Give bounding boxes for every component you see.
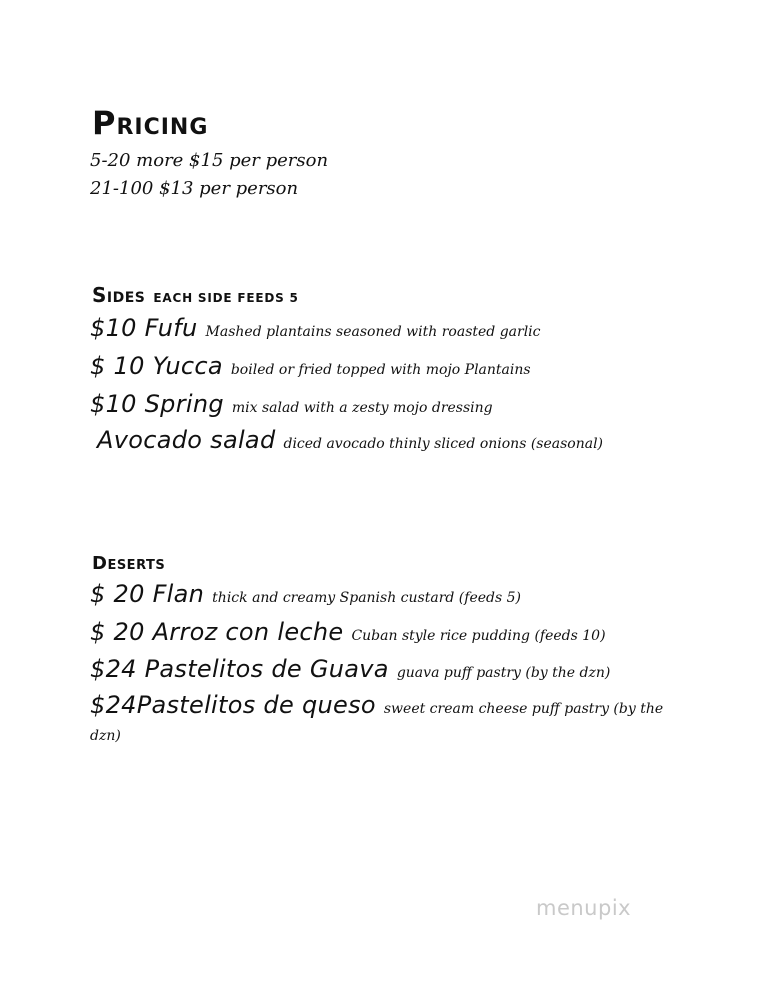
menu-item <box>90 314 541 342</box>
item-description: thick and creamy Spanish custard (feeds 5) <box>212 590 521 606</box>
deserts-heading: Deserts <box>92 553 166 574</box>
item-description: diced avocado thinly sliced onions (seasonal) <box>283 436 604 452</box>
item-name: $24 Pastelitos de Guava <box>90 655 389 683</box>
item-name: $ 20 Flan <box>90 580 205 608</box>
item-name: $10 Spring <box>90 390 224 418</box>
sides-title: Sides <box>92 283 146 307</box>
menu-item <box>90 618 606 646</box>
item-name: $ 10 Yucca <box>90 352 223 380</box>
menu-item <box>90 655 610 683</box>
menu-item <box>90 352 531 380</box>
item-description: Mashed plantains seasoned with roasted garlic <box>205 324 541 340</box>
item-name: $ 20 Arroz con leche <box>90 618 344 646</box>
menu-item <box>97 426 603 454</box>
menupix-watermark: menupix <box>536 896 632 920</box>
sides-note: EACH SIDE FEEDS 5 <box>153 291 299 305</box>
pricing-heading: Pricing <box>92 104 209 142</box>
pricing-line: 21-100 $13 per person <box>90 178 299 199</box>
item-description: boiled or fried topped with mojo Plantains <box>230 362 531 378</box>
item-name: Avocado salad <box>97 426 276 454</box>
item-description: Cuban style rice pudding (feeds 10) <box>351 628 606 644</box>
item-description: mix salad with a zesty mojo dressing <box>231 400 493 416</box>
menu-item <box>90 390 493 418</box>
sides-heading <box>92 283 299 307</box>
item-name: $10 Fufu <box>90 314 198 342</box>
menu-item <box>90 692 690 749</box>
menu-item <box>90 580 521 608</box>
item-description: guava puff pastry (by the dzn) <box>396 665 611 681</box>
item-name: $24Pastelitos de queso <box>90 691 376 719</box>
pricing-line: 5-20 more $15 per person <box>90 150 329 171</box>
item-description: sweet cream cheese puff pastry (by the dzn) <box>90 701 664 744</box>
